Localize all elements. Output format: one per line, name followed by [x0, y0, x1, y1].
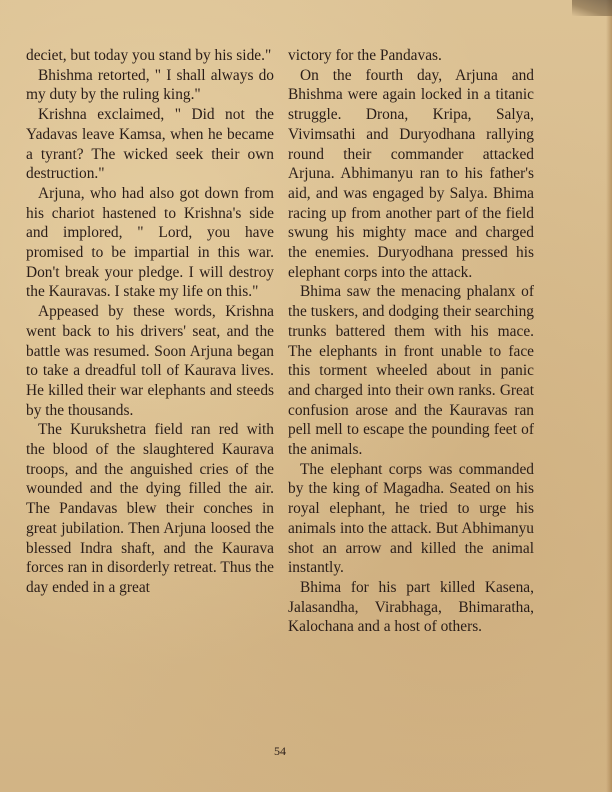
- paragraph: Bhima saw the menacing phalanx of the tuskers, and dodging their searching trunks battered them with his mace. The elephants in front unable to face this torment wheeled about in panic and charged into their own ranks. Great confusion arose and the Kauravas ran pell mell to escape the pounding feet of the animals.: [288, 283, 534, 459]
- paragraph: The elephant corps was commanded by the king of Magadha. Seated on his royal elephant, he tried to urge his animals into the attack. But Abhimanyu shot an arrow and killed the animal instantly.: [288, 460, 534, 577]
- paragraph: The Kurukshetra field ran red with the blood of the slaughtered Kaurava troops, and the anguished cries of the wounded and the dying filled the air. The Pandavas blew their conches in great jubilation. Then Arjuna loosed the blessed Indra shaft, and the Kaurava forces ran in disorderly retreat. Thus the day ended in a great: [26, 421, 274, 596]
- page-corner-fold: [572, 0, 612, 16]
- paragraph: On the fourth day, Arjuna and Bhishma were again locked in a titanic struggle. Drona, Kripa, Salya, Vivimsathi and Duryodhana rallying round their commander attacked Arjuna. Abhimanyu ran to his father's aid, and was engaged by Salya. Bhima racing up from another part of the field swung his mighty mace and charged the enemies. Duryodhana pressed his elephant corps into the attack.: [288, 66, 534, 281]
- page-edge-shadow: [606, 0, 612, 792]
- paragraph: Appeased by these words, Krishna went back to his drivers' seat, and the battle was resumed. Soon Arjuna began to take a dreadful toll of Kaurava lives. He killed their war elephants and steeds by the thousands.: [26, 303, 274, 419]
- paragraph: Arjuna, who had also got down from his chariot hastened to Krishna's side and implored, " Lord, you have promised to be impartial in this war. Don't break your pledge. I will destroy the Kauravas. I stake my life on this.": [26, 184, 274, 301]
- page-number: 54: [274, 744, 286, 758]
- left-text-column: [26, 46, 274, 598]
- paragraph: Bhima for his part killed Kasena, Jalasandha, Virabhaga, Bhimaratha, Kalochana and a host of others.: [288, 578, 534, 636]
- paragraph: Krishna exclaimed, " Did not the Yadavas leave Kamsa, when he became a tyrant? The wicked seek their own destruction.": [26, 106, 274, 183]
- paragraph: deciet, but today you stand by his side.": [26, 47, 272, 64]
- right-text-column: [288, 46, 534, 637]
- paragraph: victory for the Pandavas.: [288, 47, 442, 64]
- paragraph: Bhishma retorted, " I shall always do my duty by the ruling king.": [26, 66, 274, 104]
